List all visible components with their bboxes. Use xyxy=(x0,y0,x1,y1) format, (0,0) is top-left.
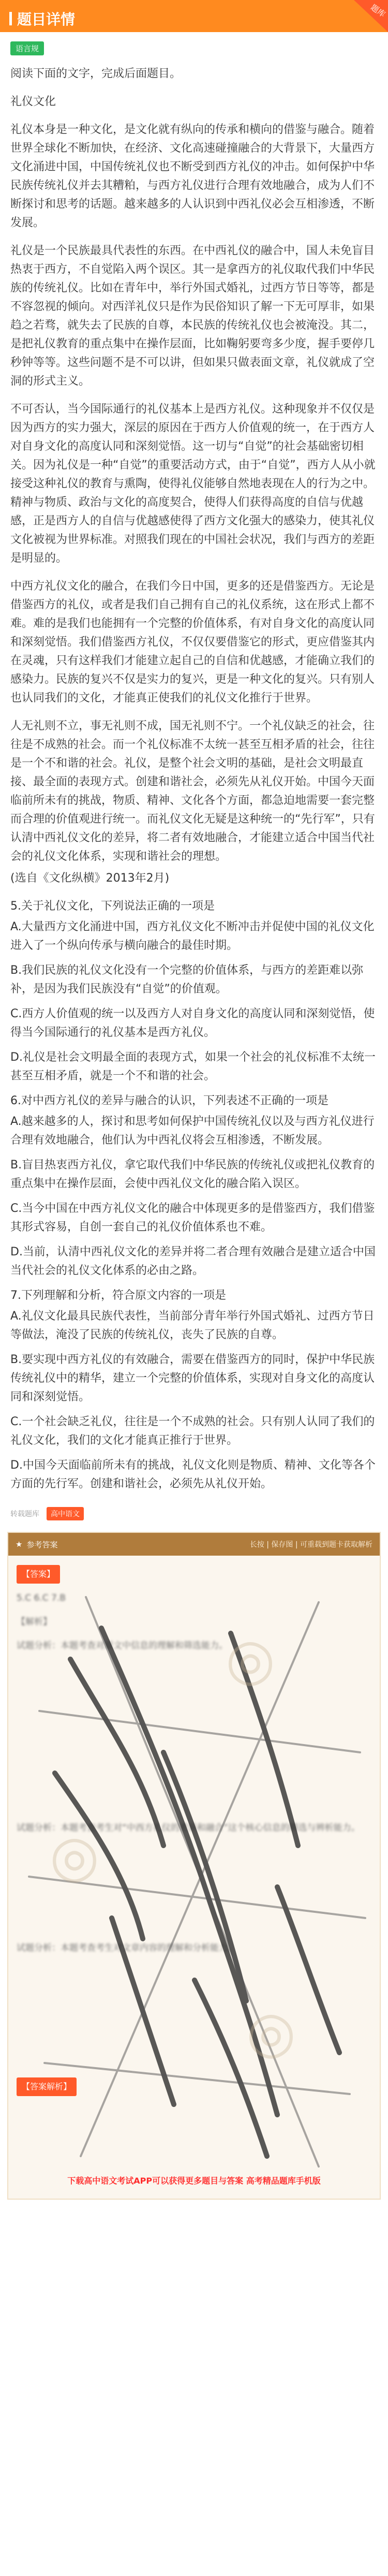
question-footer xyxy=(0,1500,388,1532)
question-6-option-d[interactable]: D.当前，认清中西礼仪文化的差异并将二者合理有效融合是建立适合中国当代社会的礼仪文化体系的必由之路。 xyxy=(10,1246,376,1277)
question-7-option-b[interactable]: B.要实现中西方礼仪的有效融合，需要在借鉴西方的同时，保护中华民族传统礼仪中的精华，建立一个完整的价值体系，实现对自身文化的高度认同和深刻觉悟。 xyxy=(10,1353,375,1403)
article-paragraph: 礼仪本身是一种文化，是文化就有纵向的传承和横向的借鉴与融合。随着世界全球化不断加快，在经济、文化高速碰撞融合的大背景下，大量西方文化涌进中国，中国传统礼仪也不断受到西方礼仪的冲击。如何保护中华民族传统礼仪并去其糟粕，与西方礼仪进行合理有效地融合，成为人们不断探讨和思考的话题。越来越多的人认识到中西礼仪必会互相渗透，不断发展。 xyxy=(10,123,375,229)
article-source: (选自《文化纵横》2013年2月) xyxy=(10,872,170,885)
answer-line: 试题分析：本题考查考生对文章内容的理解和分析能力。 xyxy=(17,1943,236,1953)
question-body xyxy=(0,61,388,1494)
question-5-option-d[interactable]: D.礼仪是社会文明最全面的表现方式，如果一个社会的礼仪标准不太统一甚至互相矛盾，就是一个不和谐的社会。 xyxy=(10,1051,376,1082)
answer-header-hint: 长按 | 保存图 | 可重载到题卡获取解析 xyxy=(249,1541,372,1549)
answer-card xyxy=(7,1532,381,2200)
watermark-icon: ◎ xyxy=(50,1823,99,1889)
question-7-option-c[interactable]: C.一个社会缺乏礼仪，往往是一个不成熟的社会。只有别人认同了我们的礼仪文化，我们的文化才能真正推行于世界。 xyxy=(10,1415,375,1447)
answer-header-title: 参考答案 xyxy=(26,1540,58,1549)
watermark-icon: ◎ xyxy=(246,1999,296,2065)
article-paragraph: 礼仪是一个民族最具代表性的东西。在中西礼仪的融合中，国人未免盲目热衷于西方，不自觉陷入两个误区。其一是拿西方的礼仪取代我们中华民族的传统礼仪。比如在青年中，举行外国式婚礼，过西方节日等等，都是不容忽视的倾向。对西洋礼仪只是作为民俗知识了解一下无可厚非，如果趋之若骛，就失去了民族的自尊，本民族的传统礼仪也会被淹没。其二，是把礼仪教育的重点集中在操作层面，比如鞠躬要弯多少度，握手要停几秒钟等等。这些问题不是不可以讲，但如果只做表面文章，礼仪就成了空洞的形式主义。 xyxy=(10,244,375,388)
download-app-tip[interactable]: 下载高中语文考试APP可以获得更多题目与答案 高考精品题库手机版 xyxy=(67,2176,321,2186)
question-5-stem: 5.关于礼仪文化，下列说法正确的一项是 xyxy=(10,900,215,913)
question-5-option-c[interactable]: C.西方人价值观的统一以及西方人对自身文化的高度认同和深刻觉悟，使得当今国际通行的礼仪基本是西方礼仪。 xyxy=(10,1007,375,1039)
question-5-option-b[interactable]: B.我们民族的礼仪文化没有一个完整的价值体系，与西方的差距难以弥补，是因为我们民族没有“自觉”的价值观。 xyxy=(10,964,364,996)
question-7-option-a[interactable]: A.礼仪文化最具民族代表性，当前部分青年举行外国式婚礼、过西方节日等做法，淹没了民族的传统礼仪，丧失了民族的自尊。 xyxy=(10,1310,375,1341)
tag-row xyxy=(0,32,388,61)
question-6-option-b[interactable]: B.盲目热衷西方礼仪，拿它取代我们中华民族的传统礼仪或把礼仪教育的重点集中在操作层面，会使中西礼仪文化的融合陷入误区。 xyxy=(10,1159,375,1190)
answer-header xyxy=(8,1533,380,1556)
article-paragraph: 不可否认，当今国际通行的礼仪基本上是西方礼仪。这种现象并不仅仅是因为西方的实力强大，深层的原因在于西方人价值观的统一，在于西方人对自身文化的高度认同和深刻觉悟。这一切与“自觉”的社会基础密切相关。因为礼仪是一种“自觉”的重要活动方式，由于“自觉”，西方人从小就接受这种礼仪的教育与熏陶，使得礼仪能够自然地表现在人的行为之中。精神与物质、政治与文化的高度契合，使得人们获得高度的自信与优越感，正是西方人的自信与优越感使得了西方文化强大的感染力，使其礼仪文化被视为世界标准。对照我们现在的中国社会状况，我们与西方的差距是明显的。 xyxy=(10,403,376,565)
subject-tag[interactable]: 高中语文 xyxy=(47,1507,84,1520)
page-title xyxy=(9,8,75,29)
question-6-stem: 6.对中西方礼仪的差异与融合的认识，下列表述不正确的一项是 xyxy=(10,1094,329,1107)
answer-line: 试题分析：本题考查考生对“中西方礼仪的差异和融合”这个核心信息的筛选与辨析能力。 xyxy=(17,1823,360,1833)
title-accent-bar xyxy=(9,12,12,25)
answer-line: 【解析】 xyxy=(17,1617,52,1627)
article-paragraph: 中西方礼仪文化的融合，在我们今日中国，更多的还是借鉴西方。无论是借鉴西方的礼仪，或者是我们自己拥有自己的礼仪系统，这在形式上都不难。难的是我们也能拥有一个完整的价值体系，有对自身文化的高度认同和深刻觉悟。我们借鉴西方礼仪，不仅仅要借鉴它的形式，更应借鉴其内在灵魂，只有这样我们才能建立起自己的自信和优越感，才能确立我们的感染力。民族的复兴不仅是实力的复兴，更是一种文化的复兴。只有别人也认同我们的文化，才能真正使我们的礼仪文化推行于世界。 xyxy=(10,580,375,705)
article-title: 礼仪文化 xyxy=(10,95,56,108)
article-paragraph: 人无礼则不立，事无礼则不成，国无礼则不宁。一个礼仪缺乏的社会，往往是不成熟的社会。而一个礼仪标准不太统一甚至互相矛盾的社会，往往是一个不和谐的社会。礼仪，是整个社会文明的基础，是社会文明最直接、最全面的表现方式。创建和谐社会，必须先从礼仪开始。中国今天面临前所未有的挑战，物质、精神、文化各个方面，都急迫地需要一套完整而合理的价值观进行统一。而礼仪文化无疑是这种统一的“先行军”，只有认清中西礼仪文化的差异，将二者有效地融合，才能建立适合中国当代社会的礼仪文化体系，实现和谐社会的理想。 xyxy=(10,720,375,863)
header-bar xyxy=(0,0,388,32)
question-5-option-a[interactable]: A.大量西方文化涌进中国，西方礼仪文化不断冲击并促使中国的礼仪文化进入了一个纵向传承与横向融合的最佳时期。 xyxy=(10,920,375,952)
page-title-text: 题目详情 xyxy=(17,11,76,28)
answer-line: 5.C 6.C 7.B xyxy=(17,1593,66,1603)
question-6-option-a[interactable]: A.越来越多的人，探讨和思考如何保护中国传统礼仪以及与西方礼仪进行合理有效地融合，他们认为中西礼仪将会互相渗透，不断发展。 xyxy=(10,1115,375,1147)
question-7-stem: 7.下列理解和分析，符合原文内容的一项是 xyxy=(10,1289,226,1302)
answer-header-left xyxy=(16,1539,57,1550)
source-meta: 转载题库 xyxy=(10,1510,39,1518)
answer-line: 试题分析：本题考查对原文中信息的理解和筛选能力。 xyxy=(17,1641,228,1651)
question-6-option-c[interactable]: C.当今中国在中西方礼仪文化的融合中体现更多的是借鉴西方，我们借鉴其形式容易，自创一套自己的礼仪价值体系也不难。 xyxy=(10,1202,375,1234)
answer-label: 【答案】 xyxy=(17,1565,60,1584)
corner-badge xyxy=(354,0,388,32)
corner-badge-label: 题库 xyxy=(369,2,387,19)
answer-icon: ★ xyxy=(16,1540,23,1549)
answer-analysis-label: 【答案解析】 xyxy=(17,2077,77,2096)
category-tag[interactable]: 语言规 xyxy=(10,41,44,55)
watermark-icon: ◎ xyxy=(226,1626,275,1692)
question-7-option-d[interactable]: D.中国今天面临前所未有的挑战，礼仪文化则是物质、精神、文化等各个方面的先行军。创建和谐社会，必须先从礼仪开始。 xyxy=(10,1459,376,1490)
question-intro: 阅读下面的文字，完成后面题目。 xyxy=(10,67,182,80)
